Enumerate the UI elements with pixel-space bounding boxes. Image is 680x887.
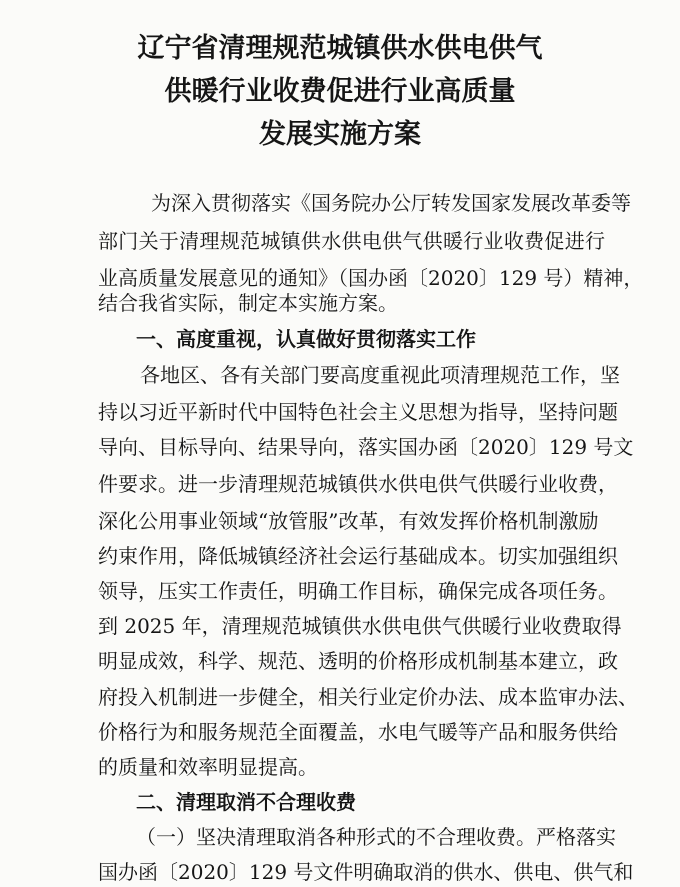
section-1-heading: 一、高度重视，认真做好贯彻落实工作 (136, 327, 476, 351)
section-1-line-6: 约束作用，降低城镇经济社会运行基础成本。切实加强组织 (98, 544, 618, 568)
section-1-line-11: 价格行为和服务规范全面覆盖，水电气暖等产品和服务供给 (98, 720, 618, 744)
document-title-line-3: 发展实施方案 (259, 119, 421, 150)
section-2-line-2: 国办函〔2020〕129 号文件明确取消的供水、供电、供气和 (98, 860, 634, 884)
section-1-line-5: 深化公用事业领域“放管服”改革，有效发挥价格机制激励 (98, 509, 599, 533)
intro-line-1: 为深入贯彻落实《国务院办公厅转发国家发展改革委等 (151, 191, 631, 215)
section-2-heading: 二、清理取消不合理收费 (136, 790, 356, 814)
section-1-line-4: 件要求。进一步清理规范城镇供水供电供气供暖行业收费， (98, 472, 618, 496)
section-1-line-3: 导向、目标导向、结果导向，落实国办函〔2020〕129 号文 (98, 435, 634, 459)
intro-line-3: 业高质量发展意见的通知》（国办函〔2020〕129 号）精神， (98, 266, 644, 290)
section-1-line-1: 各地区、各有关部门要高度重视此项清理规范工作，坚 (140, 363, 620, 387)
section-1-line-7: 领导，压实工作责任，明确工作目标，确保完成各项任务。 (98, 579, 618, 603)
document-title-line-1: 辽宁省清理规范城镇供水供电供气 (137, 33, 543, 64)
section-1-line-12: 的质量和效率明显提高。 (98, 755, 318, 779)
section-1-line-10: 府投入机制进一步健全，相关行业定价办法、成本监审办法、 (98, 685, 638, 709)
section-1-line-2: 持以习近平新时代中国特色社会主义思想为指导，坚持问题 (98, 400, 618, 424)
document-title-line-2: 供暖行业收费促进行业高质量 (164, 76, 516, 107)
intro-line-4: 结合我省实际，制定本实施方案。 (98, 291, 398, 315)
intro-line-2: 部门关于清理规范城镇供水供电供气供暖行业收费促进行 (98, 229, 605, 253)
section-2-line-1: （一）坚决清理取消各种形式的不合理收费。严格落实 (136, 825, 616, 849)
section-1-line-8: 到 2025 年，清理规范城镇供水供电供气供暖行业收费取得 (98, 614, 622, 638)
section-1-line-9: 明显成效，科学、规范、透明的价格形成机制基本建立，政 (98, 649, 618, 673)
